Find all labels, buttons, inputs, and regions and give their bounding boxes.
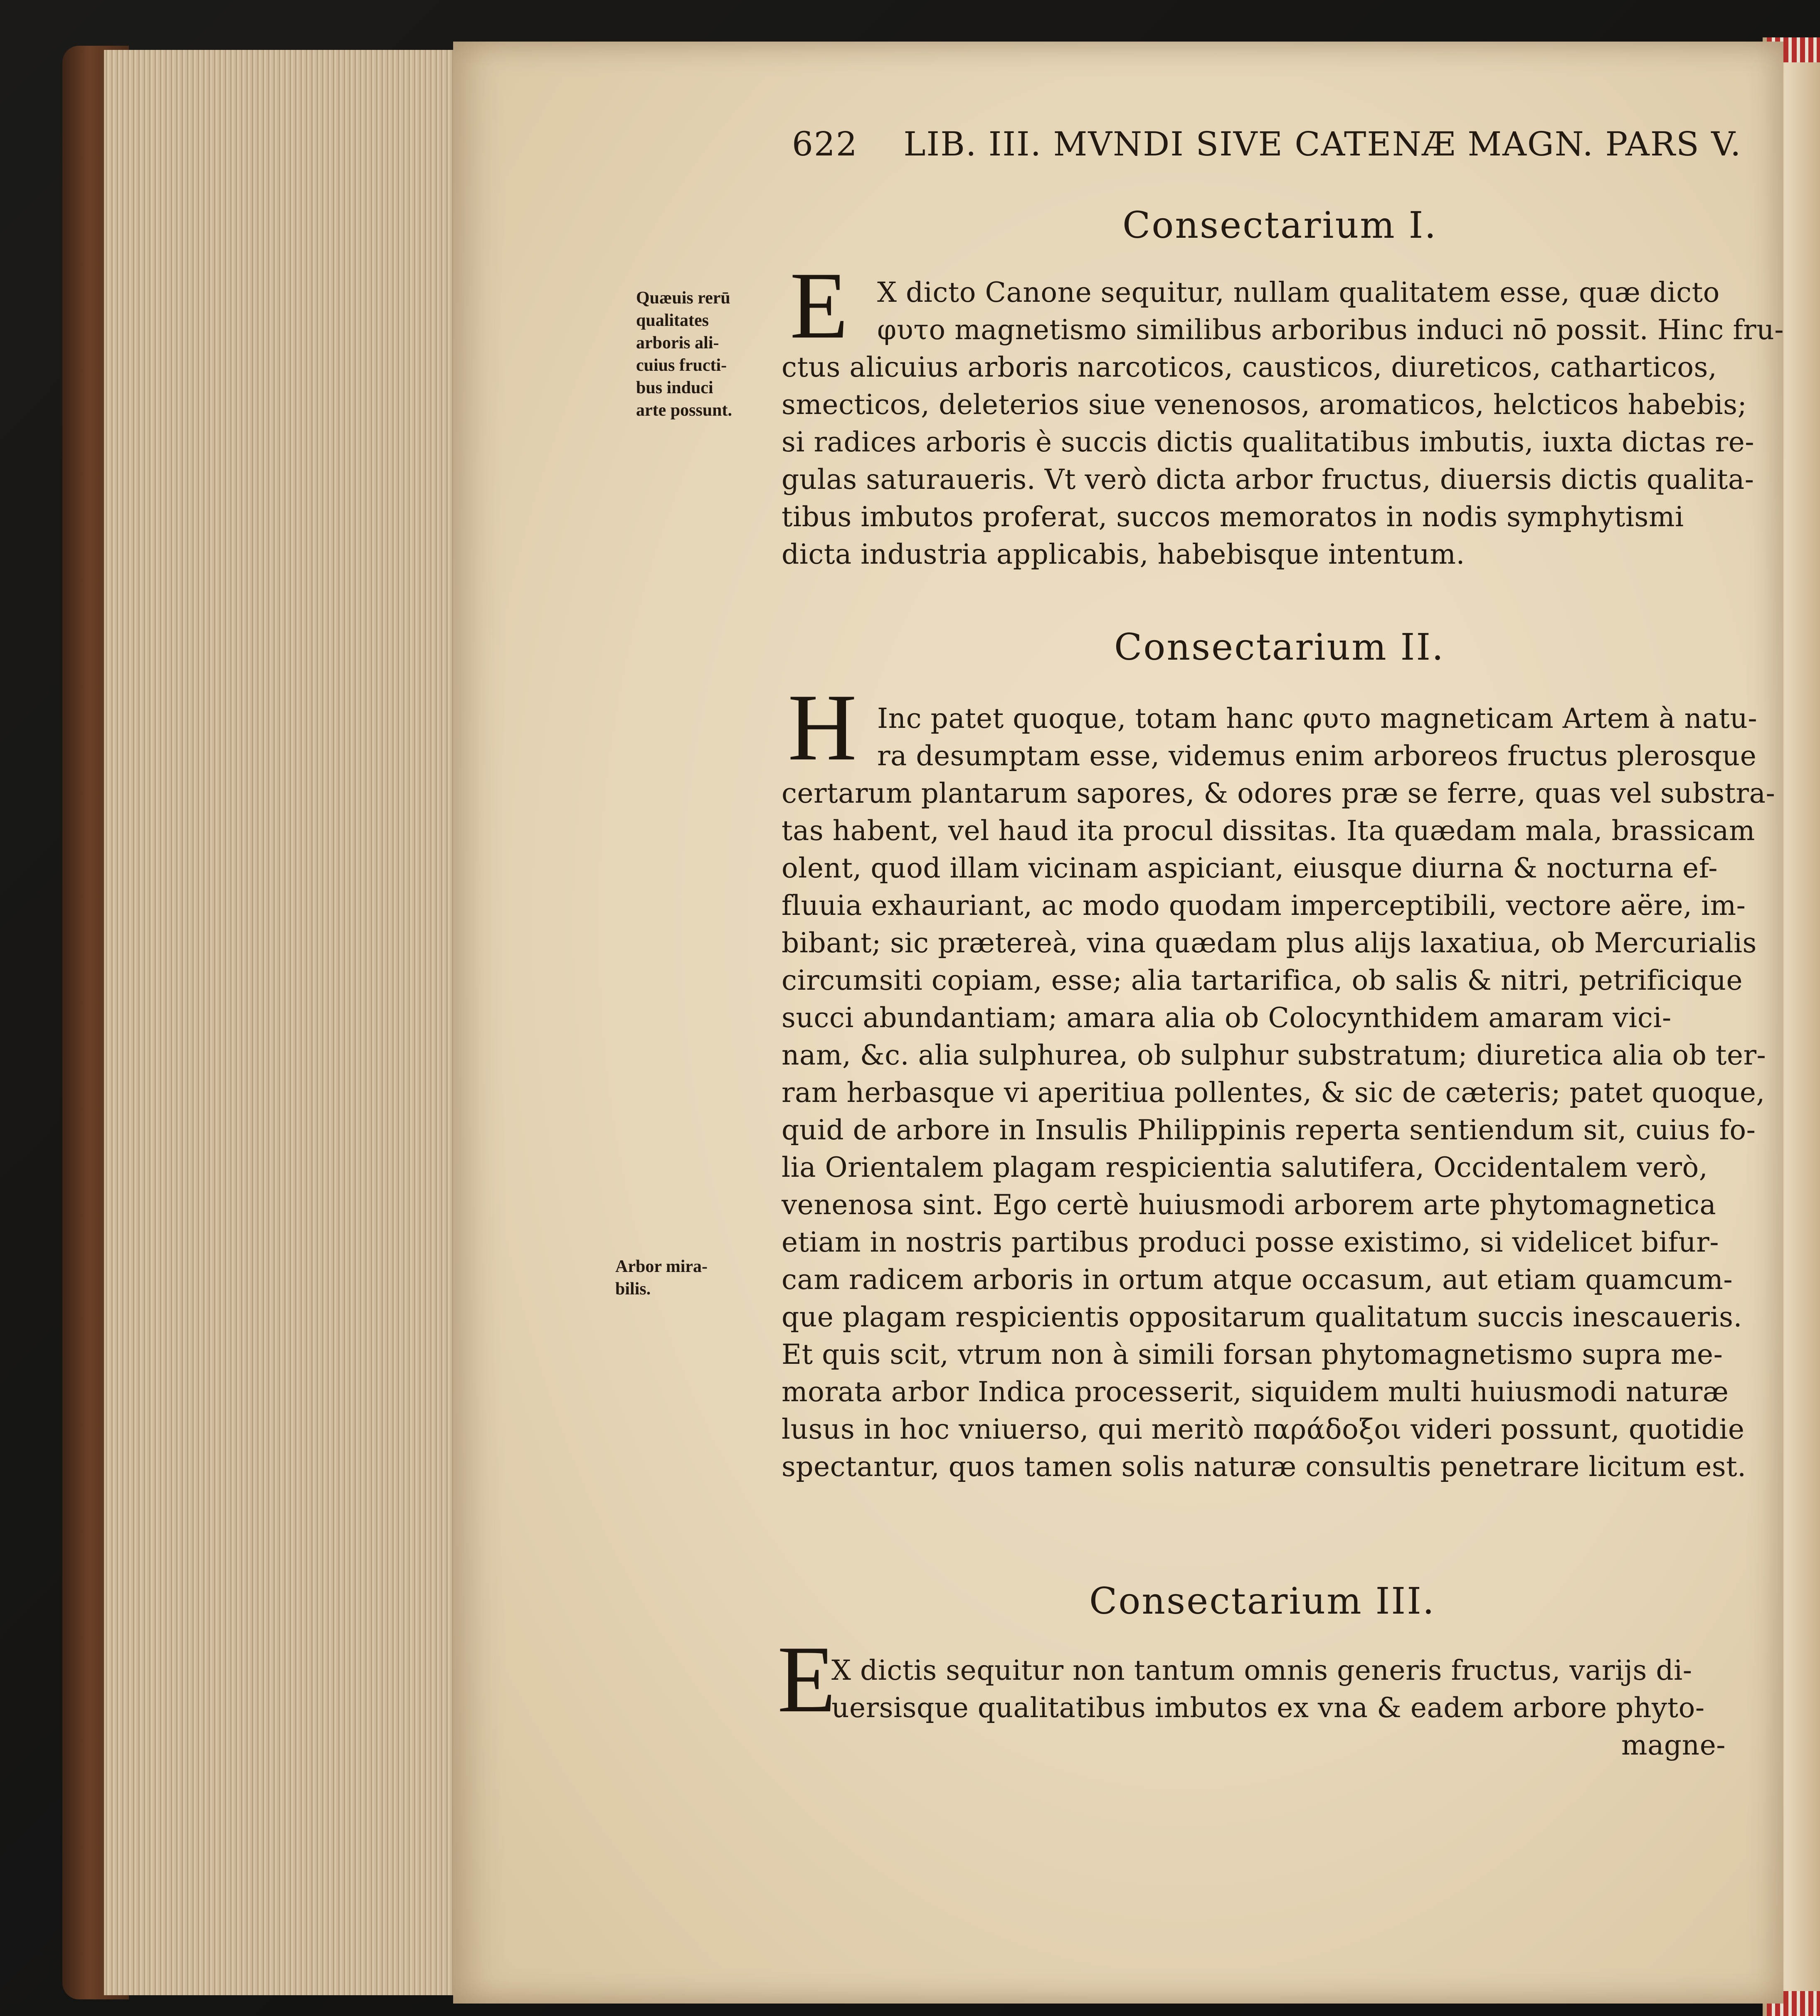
dropcap-2: H [788,674,857,780]
section-2-line-9: succi abundantiam; amara alia ob Colocynthidem amaram vici- [782,1002,1672,1034]
section-2-line-5: olent, quod illam vicinam aspiciant, eiusque diurna & nocturna ef- [782,852,1718,884]
section-2-line-15: etiam in nostris partibus produci posse existimo, si videlicet bifur- [782,1226,1719,1258]
running-title: LIB. III. MVNDI SIVE CATENÆ MAGN. PARS V. [903,125,1742,163]
margin-note-1 [636,287,732,421]
section-1-line-1: X dicto Canone sequitur, nullam qualitatem esse, quæ dicto [877,276,1720,308]
margin-note-2 [615,1255,708,1300]
section-2-line-6: fluuia exhauriant, ac modo quodam imperceptibili, vectore aëre, im- [782,890,1746,922]
section-1-line-7: tibus imbutos proferat, succos memoratos in nodis symphytismi [782,501,1684,533]
section-heading-2: Consectarium II. [1114,626,1445,668]
section-2-line-7: bibant; sic prætereà, vina quædam plus alijs laxatiua, ob Mercurialis [782,927,1757,959]
section-2-line-3: certarum plantarum sapores, & odores præ se ferre, quas vel substra- [782,777,1776,809]
section-1-line-5: si radices arboris è succis dictis qualitatibus imbutis, iuxta dictas re- [782,426,1755,458]
section-1-line-4: smecticos, deleterios siue venenosos, aromaticos, helcticos habebis; [782,389,1747,421]
section-2-line-13: lia Orientalem plagam respicientia salutifera, Occidentalem verò, [782,1151,1708,1183]
section-2-line-11: ram herbasque vi aperitiua pollentes, & sic de cæteris; patet quoque, [782,1077,1765,1109]
section-2-line-16: cam radicem arboris in ortum atque occasum, aut etiam quamcum- [782,1264,1733,1296]
section-3-catchword: magne- [1621,1729,1726,1761]
section-3-line-2: uersisque qualitatibus imbutos ex vna & eadem arbore phyto- [831,1692,1705,1724]
margin-note-2-line: Arbor mira- [615,1257,708,1276]
section-heading-1: Consectarium I. [1122,204,1438,246]
section-heading-3: Consectarium III. [1089,1580,1435,1622]
margin-note-1-line: cuius fructi- [636,356,727,375]
section-1-line-6: gulas saturaueris. Vt verò dicta arbor fructus, diuersis dictis qualita- [782,463,1754,495]
section-2-line-1: Inc patet quoque, totam hanc φυτο magneticam Artem à natu- [877,702,1758,734]
section-1-line-8: dicta industria applicabis, habebisque intentum. [782,538,1465,570]
margin-note-2-line: bilis. [615,1279,651,1299]
margin-note-1-line: bus induci [636,378,713,397]
section-1-line-2: φυτο magnetismo similibus arboribus induci nō possit. Hinc fru- [877,314,1784,346]
section-2-line-2: ra desumptam esse, videmus enim arboreos fructus plerosque [877,740,1757,772]
page-number: 622 [792,125,858,163]
page-block-fore-edge [104,50,460,1995]
margin-note-1-line: arte possunt. [636,401,732,420]
dropcap-1: E [790,252,848,358]
dropcap-3: E [777,1626,836,1732]
section-3-line-1: X dictis sequitur non tantum omnis generis fructus, varijs di- [831,1654,1692,1686]
section-2-line-8: circumsiti copiam, esse; alia tartarifica, ob salis & nitri, petrificique [782,964,1743,996]
section-2-line-18: Et quis scit, vtrum non à simili forsan phytomagnetismo supra me- [782,1338,1723,1370]
section-2-line-10: nam, &c. alia sulphurea, ob sulphur substratum; diuretica alia ob ter- [782,1039,1766,1071]
section-2-line-14: venenosa sint. Ego certè huiusmodi arborem arte phytomagnetica [782,1189,1716,1221]
section-1-line-3: ctus alicuius arboris narcoticos, causticos, diureticos, catharticos, [782,351,1717,383]
running-header [792,125,1741,163]
section-2-line-12: quid de arbore in Insulis Philippinis reperta sentiendum sit, cuius fo- [782,1114,1756,1146]
section-2-line-19: morata arbor Indica processerit, siquidem multi huiusmodi naturæ [782,1376,1729,1408]
margin-note-1-line: arboris ali- [636,333,719,352]
section-2-line-4: tas habent, vel haud ita procul dissitas. Ita quædam mala, brassicam [782,815,1755,847]
margin-note-1-line: Quæuis rerū [636,288,730,308]
section-2-line-20: lusus in hoc vniuerso, qui meritò παράδοξοι videri possunt, quotidie [782,1413,1745,1445]
section-2-line-17: que plagam respicientis oppositarum qualitatum succis inescaueris. [782,1301,1743,1333]
section-2-line-21: spectantur, quos tamen solis naturæ consultis penetrare licitum est. [782,1451,1746,1483]
margin-note-1-line: qualitates [636,311,709,330]
